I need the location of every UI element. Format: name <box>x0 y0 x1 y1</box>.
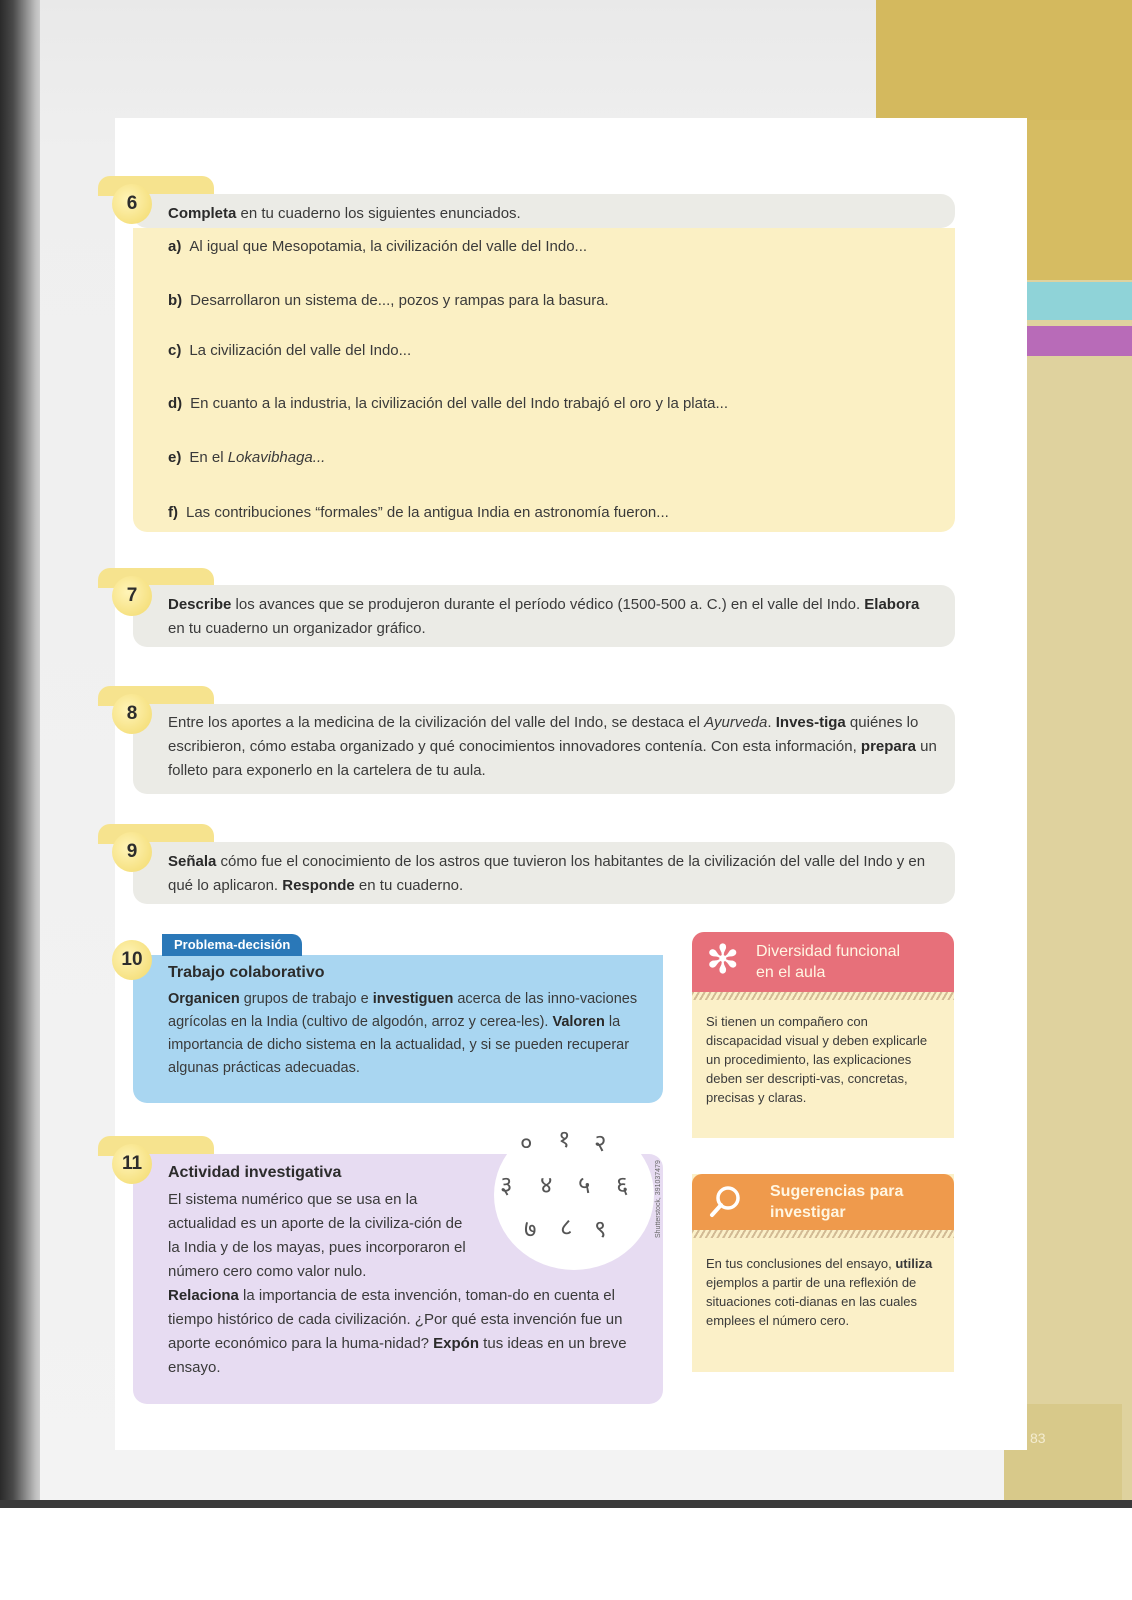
right-purple-tab <box>1022 326 1132 356</box>
q10-subtitle: Trabajo colaborativo <box>168 964 325 981</box>
bottom-margin <box>0 1508 1132 1600</box>
right-teal-tab <box>1022 282 1132 320</box>
numeral-glyph: ६ <box>616 1171 629 1199</box>
q8-number: 8 <box>112 694 152 734</box>
q6-prompt: Completa en tu cuaderno los siguientes enunciados. <box>168 205 521 222</box>
q6-item-c: c) La civilización del valle del Indo... <box>168 342 412 359</box>
side-card-suggestions <box>692 1174 954 1372</box>
numeral-glyph: ९ <box>594 1215 607 1243</box>
divider <box>692 1230 954 1238</box>
side-card-diversity-title-2: en el aula <box>756 964 826 981</box>
side-card-diversity <box>692 932 954 1138</box>
q8-text: Entre los aportes a la medicina de la civilización del valle del Indo, se destaca el Ayurveda. Inves-tiga quiénes lo escribieron, cómo estaba organizado y qué conocimientos innovadores contenía. Con esta información, prepara un folleto para exponerlo en la cartelera de tu aula. <box>168 714 937 779</box>
numeral-glyph: २ <box>594 1129 607 1157</box>
side-card-diversity-title-1: Diversidad funcional <box>756 943 901 960</box>
numeral-glyph: ५ <box>578 1171 591 1199</box>
q7-text: Describe los avances que se produjeron durante el período védico (1500-500 a. C.) en el valle del Indo. Elabora en tu cuaderno un organizador gráfico. <box>168 596 920 637</box>
q10-text: Organicen grupos de trabajo e investiguen acerca de las inno-vaciones agrícolas en la India (cultivo de algodón, arroz y cerea-les). Valoren la importancia de dicho sistema en la actualidad, y si se pueden recuperar algunas prácticas adecuadas. <box>168 991 638 1076</box>
q6-item-b: b) Desarrollaron un sistema de..., pozos y rampas para la basura. <box>168 292 609 309</box>
q10-number: 10 <box>112 940 152 980</box>
q6-item-e: e) En el Lokavibhaga... <box>168 449 326 466</box>
side-card-suggestions-header <box>692 1174 954 1230</box>
q11-number: 11 <box>112 1144 152 1184</box>
numeral-glyph: ३ <box>500 1171 513 1199</box>
q11-text-part1: El sistema numérico que se usa en la actualidad es un aporte de la civiliza-ción de la India y de los mayas, pues incorporaron el número cero como valor nulo. <box>168 1191 466 1280</box>
q11-subtitle: Actividad investigativa <box>168 1164 342 1181</box>
q6-box <box>133 228 955 532</box>
magnifier-icon <box>708 1184 744 1220</box>
numeral-glyph: ८ <box>560 1213 573 1241</box>
q6-item-a: a) Al igual que Mesopotamia, la civilización del valle del Indo... <box>168 238 588 255</box>
side-card-suggestions-body: En tus conclusiones del ensayo, utiliza ejemplos a partir de una reflexión de situaciones coti-dianas en las cuales emplees el número cero. <box>706 1256 933 1328</box>
q6-number: 6 <box>112 184 152 224</box>
numeral-glyph: ० <box>520 1129 533 1157</box>
q10-badge: Problema-decisión <box>162 934 302 956</box>
q9-number: 9 <box>112 832 152 872</box>
divider <box>692 992 954 1000</box>
numeral-glyph: १ <box>558 1125 571 1153</box>
right-gold-block <box>876 0 1132 120</box>
q6-item-f: f) Las contribuciones “formales” de la antigua India en astronomía fueron... <box>168 504 669 521</box>
numeral-glyph: ४ <box>540 1171 553 1199</box>
side-card-suggestions-title-2: investigar <box>770 1204 846 1221</box>
right-gold-block-lower <box>1022 120 1132 280</box>
q7-number: 7 <box>112 576 152 616</box>
asterisk-icon: ✻ <box>706 938 740 982</box>
numeral-glyph: ७ <box>524 1215 537 1243</box>
page-number: 83 <box>1030 1430 1046 1446</box>
q11-text-part2: Relaciona la importancia de esta invención, toman-do en cuenta el tiempo histórico de cada civilización. ¿Por qué esta invención fue un aporte económico para la huma-nidad? Expón tus ideas en un breve ensayo. <box>168 1287 627 1376</box>
q9-text: Señala cómo fue el conocimiento de los astros que tuvieron los habitantes de la civilización del valle del Indo y en qué lo aplicaron. Responde en tu cuaderno. <box>168 853 926 894</box>
side-card-diversity-body: Si tienen un compañero con discapacidad visual y deben explicarle un procedimiento, las explicaciones deben ser descripti-vas, concretas, precisas y claras. <box>706 1014 928 1105</box>
book-spine <box>0 0 44 1508</box>
indian-numerals-image <box>494 1120 654 1270</box>
image-credit <box>650 1130 664 1240</box>
side-card-diversity-header <box>692 932 954 992</box>
image-credit-text: Shutterstock, 391037479 <box>655 1160 662 1238</box>
q6-item-d: d) En cuanto a la industria, la civilización del valle del Indo trabajó el oro y la plata... <box>168 395 728 412</box>
side-card-suggestions-title-1: Sugerencias para <box>770 1183 904 1200</box>
